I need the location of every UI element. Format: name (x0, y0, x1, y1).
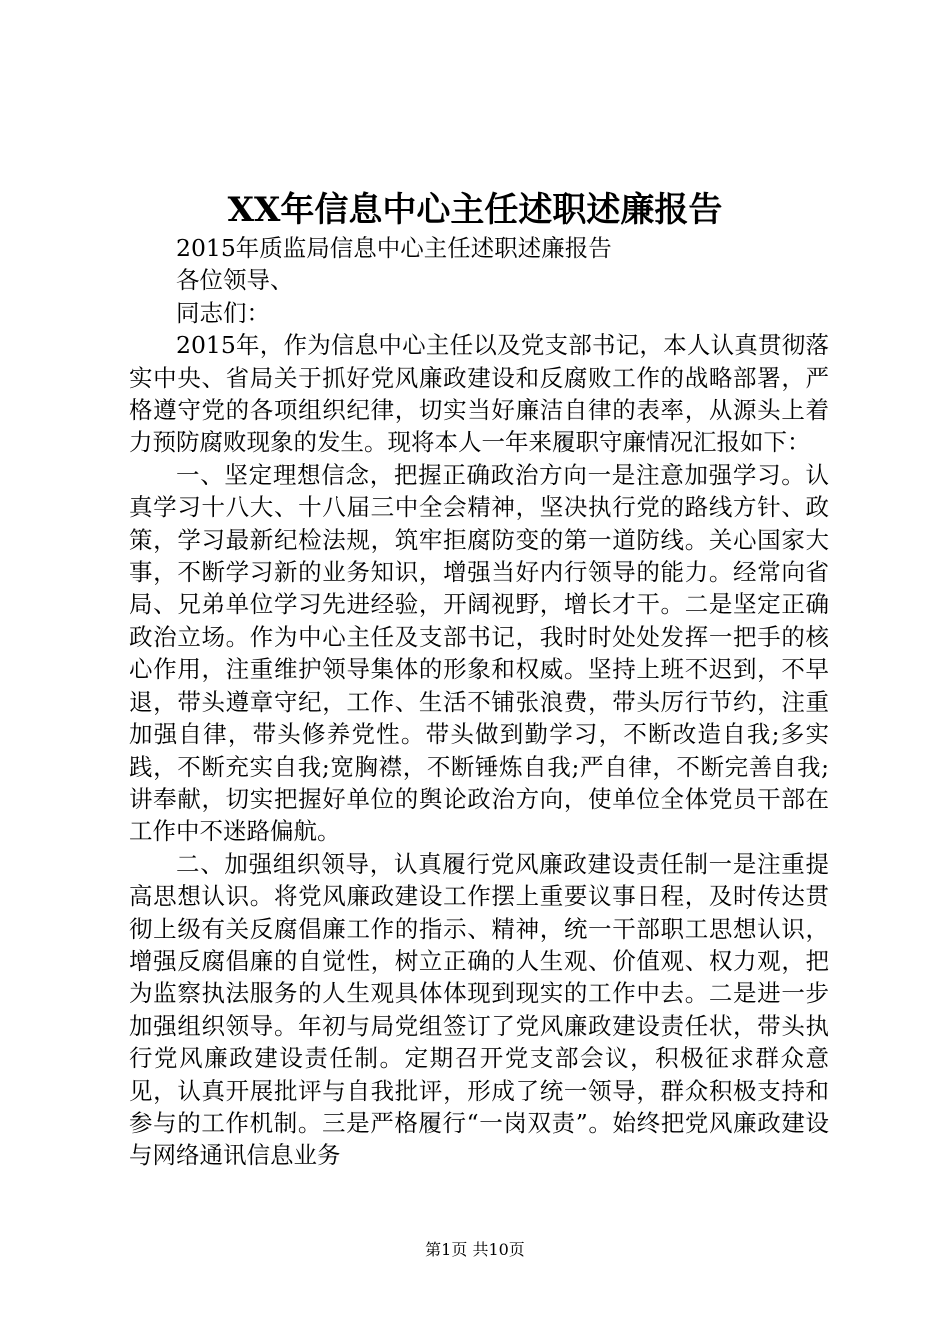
paragraph-section-1: 一、坚定理想信念，把握正确政治方向一是注意加强学习。认真学习十八大、十八届三中全会精神，坚决执行党的路线方针、政策，学习最新纪检法规，筑牢拒腐防变的第一道防线。关心国家大事，不断学习新的业务知识，增强当好内行领导的能力。经常向省局、兄弟单位学习先进经验，开阔视野，增长才干。二是坚定正确政治立场。作为中心主任及支部书记，我时时处处发挥一把手的核心作用，注重维护领导集体的形象和权威。坚持上班不迟到，不早退，带头遵章守纪，工作、生活不铺张浪费，带头厉行节约，注重加强自律，带头修养党性。带头做到勤学习，不断改造自我;多实践，不断充实自我;宽胸襟，不断锤炼自我;严自律，不断完善自我;讲奉献，切实把握好单位的舆论政治方向，使单位全体党员干部在工作中不迷路偏航。 (129, 460, 829, 846)
paragraph-salutation-2: 同志们： (176, 298, 270, 327)
document-body (129, 232, 829, 1172)
page-footer: 第1页 共10页 (425, 1240, 525, 1259)
document-title: XX年信息中心主任述职述廉报告 (227, 190, 723, 230)
paragraph-subtitle: 2015年质监局信息中心主任述职述廉报告 (176, 234, 612, 262)
paragraph-section-2: 二、加强组织领导，认真履行党风廉政建设责任制一是注重提高思想认识。将党风廉政建设工作摆上重要议事日程，及时传达贯彻上级有关反腐倡廉工作的指示、精神，统一干部职工思想认识，增强反腐倡廉的自觉性，树立正确的人生观、价值观、权力观，把为监察执法服务的人生观具体体现到现实的工作中去。二是进一步加强组织领导。年初与局党组签订了党风廉政建设责任状，带头执行党风廉政建设责任制。定期召开党支部会议，积极征求群众意见，认真开展批评与自我批评，形成了统一领导，群众积极支持和参与的工作机制。三是严格履行“一岗双责”。始终把党风廉政建设与网络通讯信息业务 (129, 849, 829, 1170)
paragraph-salutation-1: 各位领导、 (176, 266, 294, 295)
paragraph-intro: 2015年，作为信息中心主任以及党支部书记，本人认真贯彻落实中央、省局关于抓好党风廉政建设和反腐败工作的战略部署，严格遵守党的各项组织纪律，切实当好廉洁自律的表率，从源头上着力预防腐败现象的发生。现将本人一年来履职守廉情况汇报如下： (129, 331, 829, 457)
